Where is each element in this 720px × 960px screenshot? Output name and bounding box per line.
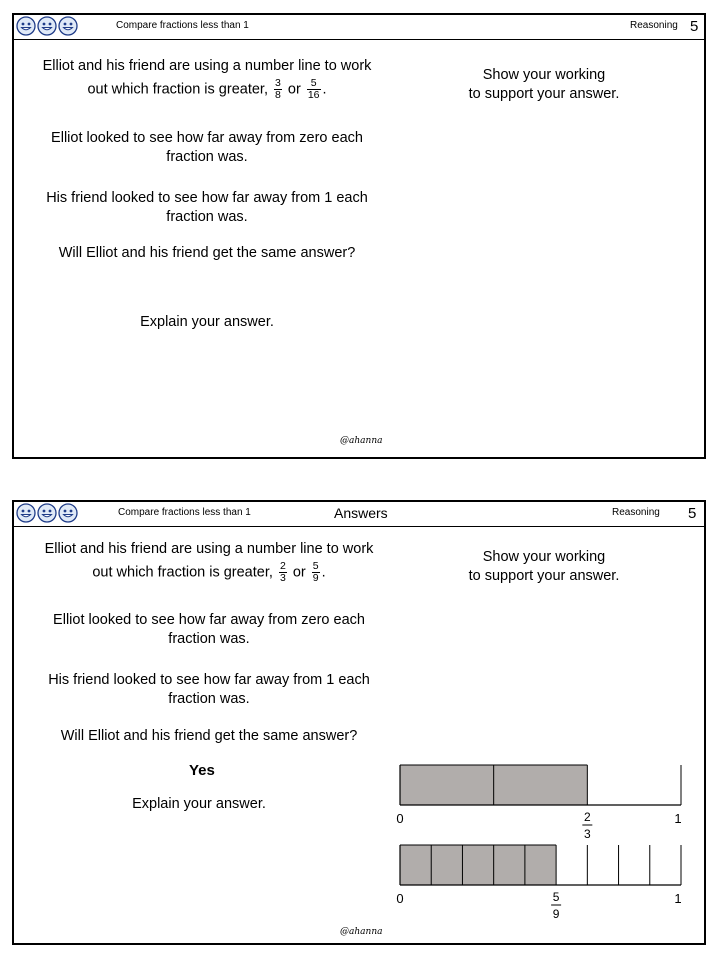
question-number: 5 xyxy=(690,18,699,35)
end-label: 1 xyxy=(674,891,682,906)
answer-yes: Yes xyxy=(189,762,215,779)
paragraph-zero: Elliot looked to see how far away from zero each fraction was. xyxy=(51,130,363,165)
smiley-icon xyxy=(58,503,78,523)
fraction-a: $\frac{3}{8}$ xyxy=(275,77,281,101)
fraction-a: $\frac{2}{3}$ xyxy=(279,560,286,584)
reasoning-label: Reasoning xyxy=(612,507,660,518)
difficulty-rating xyxy=(16,503,78,523)
difficulty-rating xyxy=(16,16,78,36)
question-number: 5 xyxy=(688,505,697,522)
question-line-1: Elliot and his friend are using a number line to work xyxy=(44,541,374,557)
lesson-title: Compare fractions less than 1 xyxy=(116,20,249,31)
explain-prompt: Explain your answer. xyxy=(140,314,274,330)
question-text xyxy=(22,57,392,101)
fraction-denominator-label: 9 xyxy=(552,907,560,921)
question-line-2: out which fraction is greater, $\frac{3}{8}$ or $\frac{5}{16}$ . xyxy=(87,77,327,101)
smiley-icon xyxy=(37,503,57,523)
author-credit: @ahanna xyxy=(340,436,383,446)
bar-shaded-region xyxy=(400,845,556,885)
card-header xyxy=(14,15,704,40)
paragraph-zero: Elliot looked to see how far away from zero each fraction was. xyxy=(53,612,365,647)
smiley-icon xyxy=(16,16,36,36)
explain-prompt: Explain your answer. xyxy=(132,796,266,812)
smiley-icon xyxy=(16,503,36,523)
answer-card xyxy=(12,500,706,945)
fraction-b: $\frac{5}{16}$ xyxy=(307,77,320,101)
paragraph-one: His friend looked to see how far away from 1 each fraction was. xyxy=(48,672,370,707)
fraction-denominator-label: 3 xyxy=(583,827,591,841)
start-label: 0 xyxy=(396,811,404,826)
end-label: 1 xyxy=(674,811,682,826)
author-credit: @ahanna xyxy=(340,927,383,937)
paragraph-one: His friend looked to see how far away from 1 each fraction was. xyxy=(46,190,368,225)
card-header xyxy=(14,502,704,527)
same-answer-question: Will Elliot and his friend get the same answer? xyxy=(60,728,358,744)
answers-heading: Answers xyxy=(334,505,388,521)
working-prompt: Show your working to support your answer. xyxy=(468,67,620,102)
reasoning-label: Reasoning xyxy=(630,20,678,31)
smiley-icon xyxy=(58,16,78,36)
working-prompt: Show your working to support your answer. xyxy=(468,549,620,584)
same-answer-question: Will Elliot and his friend get the same answer? xyxy=(58,245,356,261)
fraction-numerator-label: 5 xyxy=(552,890,560,904)
question-text xyxy=(24,540,394,584)
question-line-1: Elliot and his friend are using a number line to work xyxy=(42,58,372,74)
smiley-icon xyxy=(37,16,57,36)
fraction-b: $\frac{5}{9}$ xyxy=(312,560,319,584)
fraction-numerator-label: 2 xyxy=(583,810,591,824)
question-line-2: out which fraction is greater, $\frac{2}{3}$ or $\frac{5}{9}$ . xyxy=(92,560,326,584)
lesson-title: Compare fractions less than 1 xyxy=(118,507,251,518)
start-label: 0 xyxy=(396,891,404,906)
question-card xyxy=(12,13,706,459)
fraction-bars xyxy=(384,757,704,932)
